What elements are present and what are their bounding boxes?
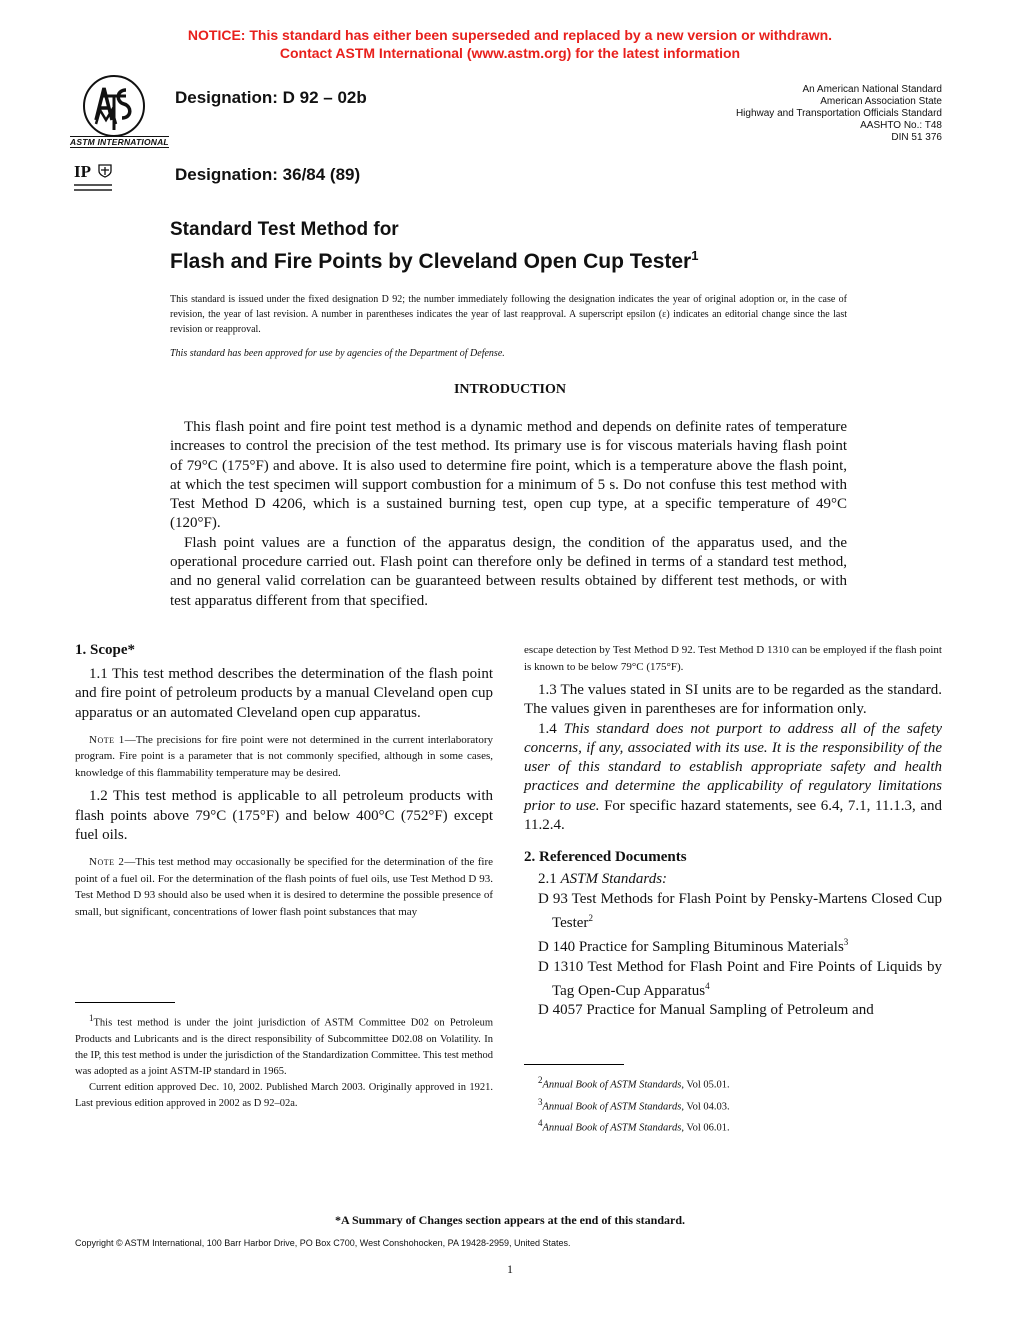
footnote-mark: 2 bbox=[538, 1075, 543, 1085]
copyright-line: Copyright © ASTM International, 100 Barr Harbor Drive, PO Box C700, West Conshohocken, PA 19428-2959, United States. bbox=[75, 1238, 571, 1248]
reference-footnote-mark: 3 bbox=[843, 937, 849, 948]
footnote-1-edition: Current edition approved Dec. 10, 2002. Published March 2003. Originally approved in 1921. Last previous edition approved in 2002 as D 92–02a. bbox=[75, 1081, 493, 1109]
scope-heading: 1. Scope* bbox=[75, 642, 135, 658]
ip-logo-fineprint bbox=[74, 189, 112, 191]
ip-logo-label: IP bbox=[74, 162, 91, 181]
reference-text: D 140 Practice for Sampling Bituminous Materials bbox=[538, 939, 844, 956]
footnote-1 bbox=[75, 1010, 493, 1080]
reference-d93 bbox=[524, 890, 942, 934]
standard-info-line: DIN 51 376 bbox=[891, 132, 942, 143]
reference-footnote-mark: 4 bbox=[705, 980, 710, 991]
footnote-1-mark: 1 bbox=[89, 1013, 94, 1023]
right-footnotes bbox=[524, 1072, 942, 1137]
page-number: 1 bbox=[507, 1262, 513, 1276]
footnote-1-text: This test method is under the joint jurisdiction of ASTM Committee D02 on Petroleum Products and Lubricants and is the direct responsibility of Subcommittee D02.08 on Volatility. In the IP, this test method is under the jurisdiction of the Standardization Committee. This test method was adopted as a joint ASTM-IP standard in 1965. bbox=[75, 1017, 493, 1077]
reference-footnote-mark: 2 bbox=[588, 912, 593, 923]
introduction-heading: INTRODUCTION bbox=[453, 382, 566, 397]
note-2-continued: escape detection by Test Method D 92. Test Method D 1310 can be employed if the flash point is known to be below 79°C (175°F). bbox=[524, 644, 942, 673]
introduction-paragraph-1: This flash point and fire point test method is a dynamic method and depends on definite rates of temperature increases to control the precision of the test method. Its primary use is for viscous materials having flash point of 79°C (175°F) and above. It is also used to determine fire point, which is a temperature above the flash point, at which the test specimen will support combustion for a minimum of 5 s. Do not confuse this test method with Test Method D 4206, which is a sustained burning test, open cup type, at a specific temperature of 49°C (120°F). bbox=[170, 419, 847, 532]
reference-d140 bbox=[524, 933, 942, 957]
footnote-mark: 4 bbox=[538, 1118, 543, 1128]
footnote-volume: , Vol 05.01. bbox=[681, 1079, 730, 1091]
paragraph-2-1-number: 2.1 bbox=[538, 871, 557, 888]
note-1-label: Note 1 bbox=[89, 733, 125, 746]
footnote-source: Annual Book of ASTM Standards bbox=[542, 1122, 682, 1134]
paragraph-2-1 bbox=[524, 870, 942, 889]
paragraph-1-4-number: 1.4 bbox=[538, 720, 557, 737]
note-1 bbox=[75, 732, 493, 782]
paragraph-1-4-italic: This standard does not purport to address all of the safety concerns, if any, associated with its use. It is the responsibility of the user of this standard to establish appropriate safety and health practices and determine the applicability of regulatory limitations prior to use. bbox=[524, 720, 943, 814]
footnote-2 bbox=[524, 1072, 942, 1094]
paragraph-1-4-rest: For specific hazard statements, see 6.4, 7.1, 11.1.3, and 11.2.4. bbox=[524, 797, 942, 834]
paragraph-2-1-label: ASTM Standards: bbox=[560, 871, 668, 888]
introduction-paragraph-2: Flash point values are a function of the apparatus design, the condition of the apparatus used, and the operational procedure carried out. Flash point can therefore only be defined in terms of a standard test method, and no general valid correlation can be guaranteed between results obtained by different test methods, or with test apparatus different from that specified. bbox=[170, 534, 847, 609]
astm-logo bbox=[66, 74, 169, 150]
designation-astm: Designation: D 92 – 02b bbox=[175, 88, 367, 107]
left-footnotes bbox=[75, 1010, 493, 1112]
standard-info-line: AASHTO No.: T48 bbox=[860, 120, 942, 131]
standard-info-line: An American National Standard bbox=[802, 84, 942, 95]
footnote-source: Annual Book of ASTM Standards bbox=[542, 1101, 682, 1112]
referenced-documents-heading: 2. Referenced Documents bbox=[524, 849, 687, 866]
footnote-3 bbox=[524, 1094, 942, 1116]
paragraph-1-4 bbox=[524, 720, 942, 836]
paragraph-1-2: 1.2 This test method is applicable to all petroleum products with flash points above 79°C (175°F) and below 400°C (752°F) except fuel oils. bbox=[75, 788, 493, 843]
left-column bbox=[75, 642, 493, 920]
reference-d1310 bbox=[524, 958, 942, 1002]
designation-ip: Designation: 36/84 (89) bbox=[175, 165, 361, 184]
dod-statement: This standard has been approved for use by agencies of the Department of Defense. bbox=[170, 348, 505, 359]
title-line-1: Standard Test Method for bbox=[170, 219, 399, 240]
footnote-rule bbox=[524, 1064, 624, 1065]
footnote-volume: , Vol 04.03. bbox=[681, 1101, 730, 1112]
notice-line-1: NOTICE: This standard has either been superseded and replaced by a new version or withdrawn. bbox=[187, 27, 833, 43]
title-footnote-mark: 1 bbox=[691, 248, 699, 263]
note-2 bbox=[75, 854, 493, 920]
title-line-2-text: Flash and Fire Points by Cleveland Open Cup Tester bbox=[170, 250, 692, 273]
note-1-text: —The precisions for fire point were not determined in the current interlaboratory program. Fire point is a parameter that is not commonly specified, although in some cases, knowledge of this flammability temperature may be desired. bbox=[75, 733, 493, 779]
paragraph-1-1: 1.1 This test method describes the determination of the flash point and fire point of petroleum products by a manual Cleveland open cup apparatus or an automated Cleveland open cup apparatus. bbox=[75, 666, 493, 721]
right-column bbox=[524, 642, 942, 1020]
notice-line-2: Contact ASTM International (www.astm.org) for the latest information bbox=[279, 45, 741, 61]
footnote-volume: , Vol 06.01. bbox=[681, 1122, 730, 1134]
ip-shield-icon bbox=[98, 164, 112, 178]
footnote-4 bbox=[524, 1115, 942, 1137]
reference-d4057 bbox=[524, 1001, 942, 1020]
document-title bbox=[170, 218, 698, 276]
standard-info bbox=[642, 84, 942, 144]
reference-text: D 4057 Practice for Manual Sampling of Petroleum and bbox=[538, 1002, 874, 1019]
issuance-statement: This standard is issued under the fixed designation D 92; the number immediately following the designation indicates the year of original adoption or, in the case of revision, the year of last revision. A number in parentheses indicates the year of last reapproval. A superscript epsilon (ε) indicates an editorial change since the last revision or reapproval. bbox=[170, 294, 847, 335]
title-line-2 bbox=[170, 242, 698, 276]
reference-text: D 1310 Test Method for Flash Point and Fire Points of Liquids by Tag Open-Cup Apparatus bbox=[538, 958, 942, 999]
footnote-rule bbox=[75, 1002, 175, 1003]
footnote-source: Annual Book of ASTM Standards bbox=[542, 1079, 682, 1091]
note-2-label: Note 2 bbox=[89, 856, 125, 869]
standard-info-line: American Association State bbox=[820, 96, 942, 107]
ip-logo-fineprint bbox=[74, 184, 112, 186]
reference-text: D 93 Test Methods for Flash Point by Pensky-Martens Closed Cup Tester bbox=[538, 890, 942, 931]
astm-logo-label: ASTM INTERNATIONAL bbox=[70, 137, 169, 147]
standard-info-line: Highway and Transportation Officials Standard bbox=[735, 108, 942, 119]
summary-of-changes-note: *A Summary of Changes section appears at the end of this standard. bbox=[334, 1213, 686, 1227]
footnote-mark: 3 bbox=[538, 1096, 543, 1107]
ip-logo bbox=[74, 162, 118, 196]
paragraph-1-3: 1.3 The values stated in SI units are to be regarded as the standard. The values given in parentheses are for information only. bbox=[524, 682, 942, 718]
withdrawal-notice bbox=[0, 26, 1020, 62]
note-2-text: —This test method may occasionally be specified for the determination of the fire point of a fuel oil. For the determination of the flash points of fuel oils, use Test Method D 93. Test Method D 93 should also be used when it is desired to determine the possible presence of small, but significant, concentrations of lower flash point substances that may bbox=[75, 856, 493, 918]
introduction-body bbox=[170, 418, 847, 611]
